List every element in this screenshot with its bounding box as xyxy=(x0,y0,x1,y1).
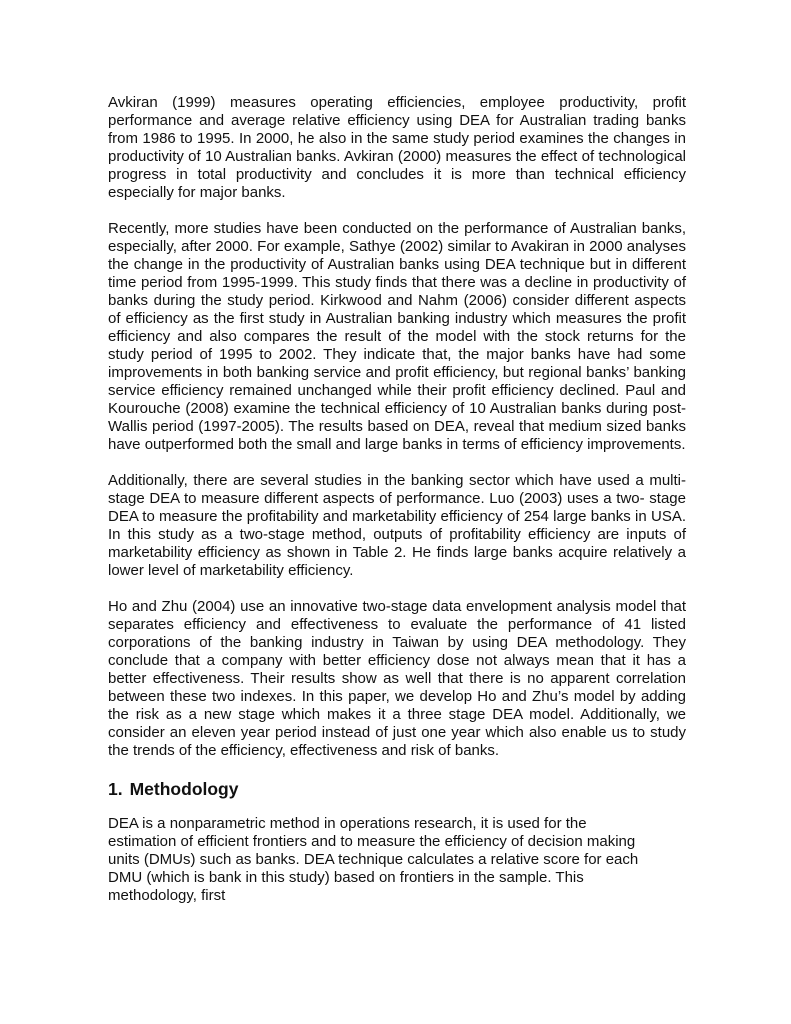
text-line: estimation of efficient frontiers and to measure the efficiency of decision making xyxy=(108,833,636,850)
text-line: DMU (which is bank in this study) based on frontiers in the sample. This xyxy=(108,869,584,886)
text-line: units (DMUs) such as banks. DEA technique calculates a relative score for each xyxy=(108,851,639,868)
section-heading xyxy=(108,778,686,800)
document-page xyxy=(108,94,686,923)
section-title: Methodology xyxy=(129,779,239,799)
text-line: methodology, first xyxy=(108,887,226,904)
paragraph-ho-zhu: Ho and Zhu (2004) use an innovative two-stage data envelopment analysis model that separates efficiency and effectiveness to evaluate the performance of 41 listed corporations of the banking industry in Taiwan by using DEA methodology. They conclude that a company with better efficiency dose not always mean that it has a better effectiveness. Their results show as well that there is no apparent correlation between these two indexes. In this paper, we develop Ho and Zhu’s model by adding the risk as a new stage which makes it a three stage DEA model. Additionally, we consider an eleven year period instead of just one year which also enable us to study the trends of the efficiency, effectiveness and risk of banks. xyxy=(108,598,686,759)
paragraph-methodology xyxy=(108,815,686,905)
text-line: DEA is a nonparametric method in operations research, it is used for the xyxy=(108,815,587,832)
paragraph-avkiran: Avkiran (1999) measures operating efficiencies, employee productivity, profit performance and average relative efficiency using DEA for Australian trading banks from 1986 to 1995. In 2000, he also in the same study period examines the changes in productivity of 10 Australian banks. Avkiran (2000) measures the effect of technological progress in total productivity and concludes it is more than technical efficiency especially for major banks. xyxy=(108,94,686,201)
paragraph-recent-studies: Recently, more studies have been conducted on the performance of Australian banks, especially, after 2000. For example, Sathye (2002) similar to Avakiran in 2000 analyses the change in the productivity of Australian banks using DEA technique but in different time period from 1995-1999. This study finds that there was a decline in productivity of banks during the study period. Kirkwood and Nahm (2006) consider different aspects of efficiency as the first study in Australian banking industry which measures the profit efficiency and also compares the result of the model with the stock returns for the study period of 1995 to 2002. They indicate that, the major banks have had some improvements in both banking service and profit efficiency, but regional banks’ banking service efficiency remained unchanged while their profit efficiency declined. Paul and Kourouche (2008) examine the technical efficiency of 10 Australian banks during post-Wallis period (1997-2005). The results based on DEA, reveal that medium sized banks have outperformed both the small and large banks in terms of efficiency improvements. xyxy=(108,220,686,453)
section-number: 1. xyxy=(108,779,123,799)
paragraph-multi-stage-dea: Additionally, there are several studies in the banking sector which have used a multi- stage DEA to measure different aspects of performance. Luo (2003) uses a two- stage DEA to measure the profitability and marketability efficiency of 254 large banks in USA. In this study as a two-stage method, outputs of profitability efficiency are inputs of marketability efficiency as shown in Table 2. He finds large banks acquire relatively a lower level of marketability efficiency. xyxy=(108,472,686,579)
